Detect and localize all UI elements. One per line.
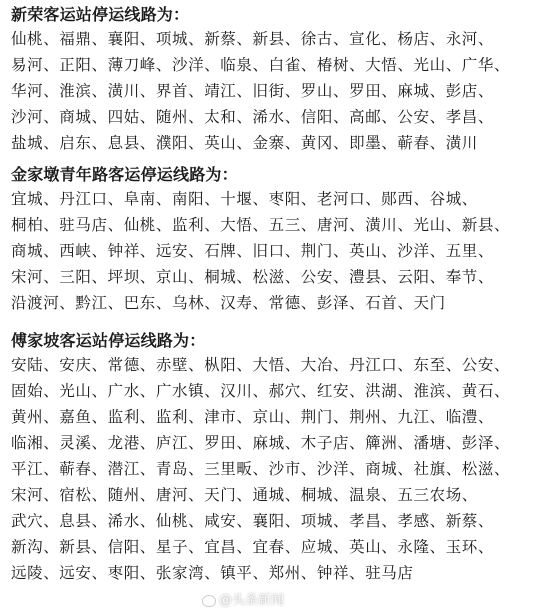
route-line: 易河、正阳、薄刀峰、沙洋、临泉、白雀、椿树、大悟、光山、广华、	[11, 56, 511, 74]
route-line: 固始、光山、广水、广水镇、汉川、郝穴、红安、洪湖、淮滨、黄石、	[11, 382, 511, 400]
route-line: 宜城、丹江口、阜南、南阳、十堰、枣阳、老河口、郧西、谷城、	[11, 190, 478, 208]
section-title: 傅家坡客运站停运线路为：	[11, 331, 206, 350]
route-line: 远陵、远安、枣阳、张家湾、镇平、郑州、钟祥、驻马店	[11, 564, 414, 582]
route-list	[11, 26, 547, 156]
route-line: 平江、蕲春、潜江、青岛、三里畈、沙市、沙洋、商城、社旗、松滋、	[11, 460, 511, 478]
route-line: 华河、淮滨、潢川、界首、靖江、旧街、罗山、罗田、麻城、彭店、	[11, 82, 495, 100]
route-line: 武穴、息县、浠水、仙桃、咸安、襄阳、项城、孝昌、孝感、新蔡、	[11, 512, 495, 530]
route-line: 黄州、嘉鱼、监利、监利、津市、京山、荆门、荆州、九江、临澧、	[11, 408, 495, 426]
route-line: 桐柏、驻马店、仙桃、监利、大悟、五三、唐河、潢川、光山、新县、	[11, 216, 511, 234]
section-title: 金家墩青年路客运停运线路为：	[11, 165, 238, 184]
route-line: 沿渡河、黔江、巴东、乌林、汉寿、常德、彭泽、石首、天门	[11, 294, 446, 312]
section-xinrong	[11, 4, 547, 156]
route-line: 新沟、新县、信阳、星子、宜昌、宜春、应城、英山、永隆、玉环、	[11, 538, 495, 556]
route-line: 沙河、商城、四姑、随州、太和、浠水、信阳、高邮、公安、孝昌、	[11, 108, 495, 126]
section-title: 新荣客运站停运线路为：	[11, 5, 190, 24]
section-jinjiadun	[11, 164, 547, 316]
route-line: 宋河、三阳、坪坝、京山、桐城、松滋、公安、澧县、云阳、奉节、	[11, 268, 495, 286]
weibo-icon	[202, 595, 216, 607]
section-fujiapo	[11, 330, 547, 586]
route-line: 仙桃、福鼎、襄阳、项城、新蔡、新县、徐古、宣化、杨店、永河、	[11, 30, 495, 48]
route-line: 盐城、启东、息县、濮阳、英山、金寨、黄冈、即墨、蕲春、潢川	[11, 134, 478, 152]
route-line: 商城、西峡、钟祥、远安、石牌、旧口、荆门、英山、沙洋、五里、	[11, 242, 495, 260]
route-line: 安陆、安庆、常德、赤壁、枞阳、大悟、大冶、丹江口、东至、公安、	[11, 356, 511, 374]
route-list	[11, 352, 547, 586]
document-body	[11, 4, 547, 586]
watermark-text: @头条新闻	[219, 593, 285, 608]
route-line: 宋河、宿松、随州、唐河、天门、通城、桐城、温泉、五三农场、	[11, 486, 478, 504]
watermark	[202, 592, 284, 610]
route-line: 临湘、灵溪、龙港、庐江、罗田、麻城、木子店、簰洲、潘塘、彭泽、	[11, 434, 511, 452]
section-spacer	[11, 156, 547, 164]
route-list	[11, 186, 547, 316]
section-spacer	[11, 316, 547, 330]
